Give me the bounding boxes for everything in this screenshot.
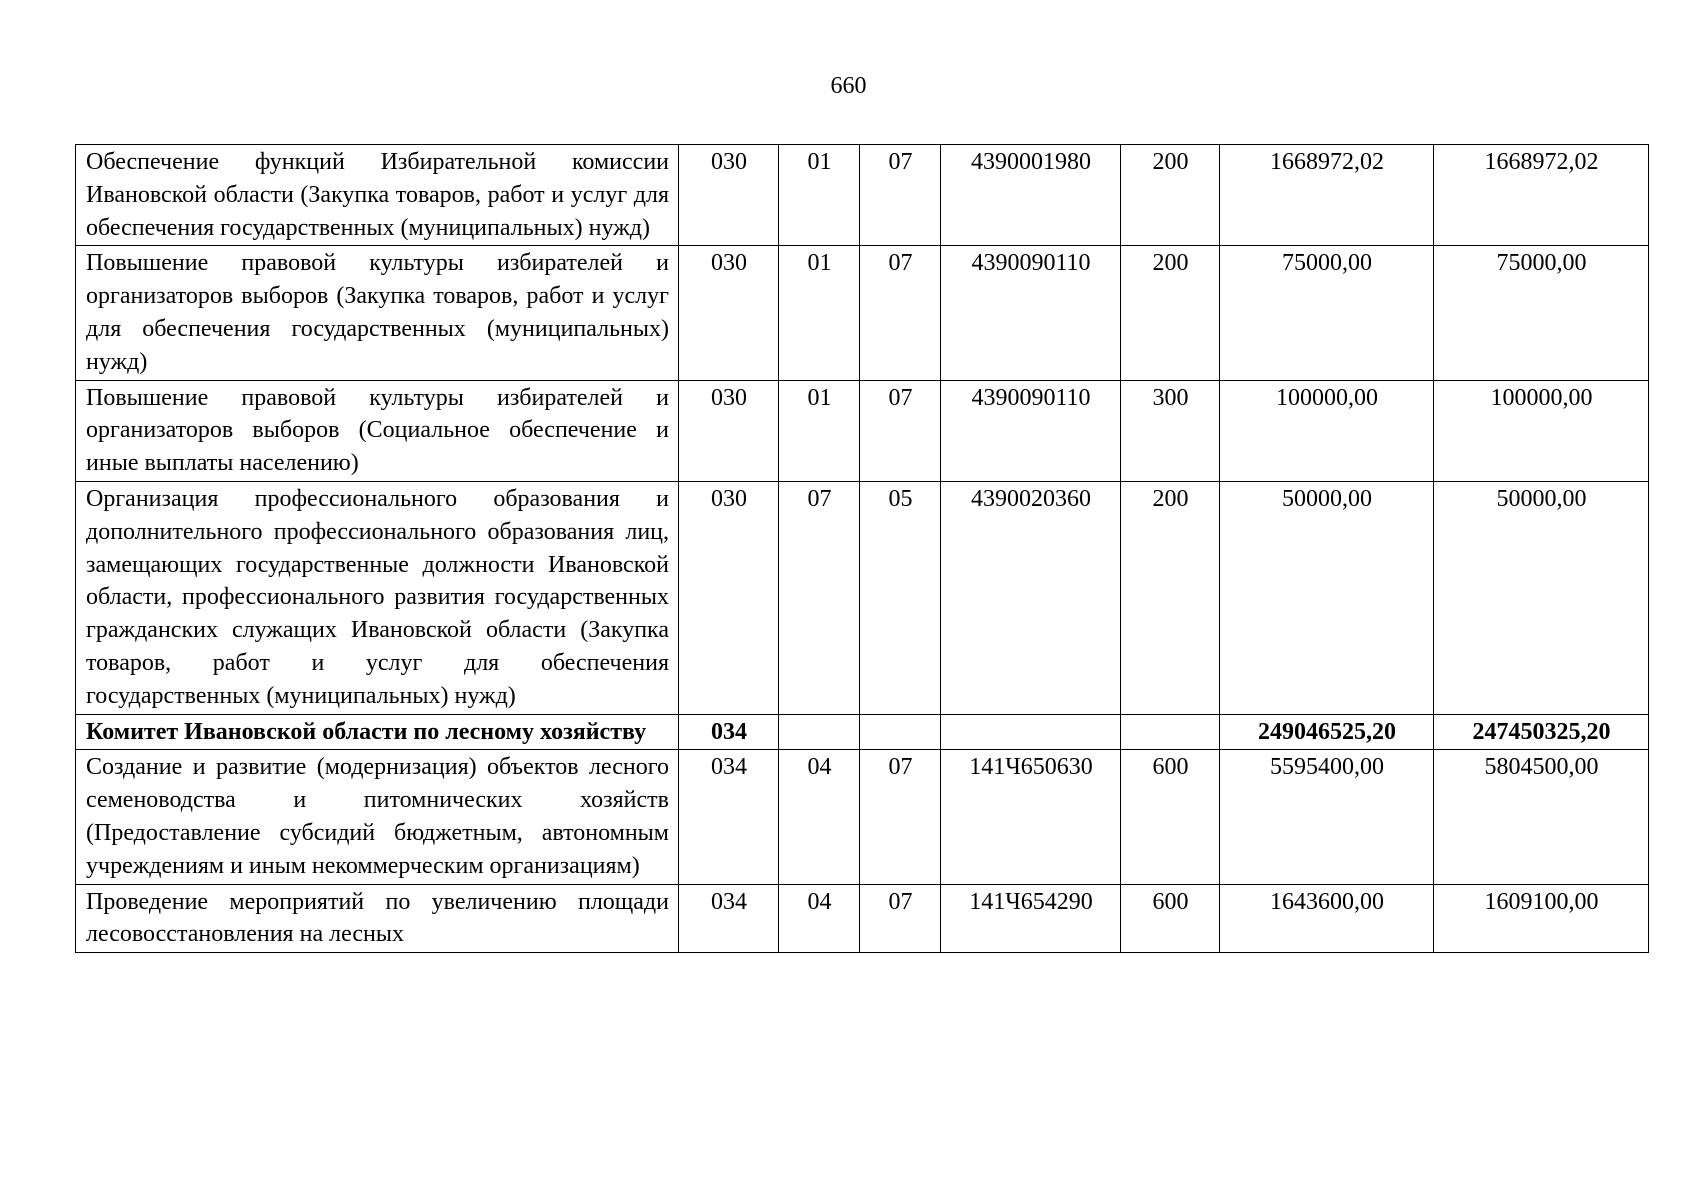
target-article-cell: 4390001980 [941,145,1121,246]
table-row [76,145,1649,246]
table-row-section-header [76,714,1649,750]
grbs-code-cell: 034 [679,750,779,884]
section-code-cell [779,714,860,750]
grbs-code-cell: 030 [679,246,779,380]
amount-year2-cell: 50000,00 [1434,481,1649,714]
section-code-cell: 01 [779,145,860,246]
amount-year1-cell: 50000,00 [1220,481,1434,714]
amount-year1-cell: 1643600,00 [1220,884,1434,953]
target-article-cell: 141Ч650630 [941,750,1121,884]
amount-year1-cell: 75000,00 [1220,246,1434,380]
amount-year1-cell: 100000,00 [1220,380,1434,481]
target-article-cell: 4390090110 [941,380,1121,481]
page-number: 660 [830,73,867,99]
target-article-cell: 141Ч654290 [941,884,1121,953]
expense-type-cell: 300 [1121,380,1220,481]
subsection-code-cell: 07 [860,884,941,953]
target-article-cell: 4390020360 [941,481,1121,714]
expense-name-cell: Повышение правовой культуры избирателей и организаторов выборов (Социальное обеспечение и иные выплаты населению) [76,380,679,481]
expense-type-cell [1121,714,1220,750]
amount-year2-cell: 247450325,20 [1434,714,1649,750]
target-article-cell [941,714,1121,750]
table-row [76,884,1649,953]
section-code-cell: 01 [779,246,860,380]
target-article-cell: 4390090110 [941,246,1121,380]
subsection-code-cell: 07 [860,246,941,380]
expense-name-cell: Повышение правовой культуры избирателей и организаторов выборов (Закупка товаров, работ и услуг для обеспечения государственных (муниципальных) нужд) [76,246,679,380]
table-row [76,481,1649,714]
grbs-code-cell: 034 [679,714,779,750]
expense-type-cell: 600 [1121,750,1220,884]
table-row [76,380,1649,481]
expense-name-cell: Организация профессионального образования и дополнительного профессионального образования лиц, замещающих государственные должности Ивановской области, профессионального развития государственных гражданских служащих Ивановской области (Закупка товаров, работ и услуг для обеспечения государственных (муниципальных) нужд) [76,481,679,714]
expense-type-cell: 200 [1121,246,1220,380]
expense-type-cell: 200 [1121,145,1220,246]
grbs-code-cell: 030 [679,145,779,246]
section-code-cell: 04 [779,884,860,953]
subsection-code-cell: 07 [860,145,941,246]
expense-name-cell: Комитет Ивановской области по лесному хозяйству [76,714,679,750]
grbs-code-cell: 030 [679,380,779,481]
amount-year2-cell: 75000,00 [1434,246,1649,380]
section-code-cell: 07 [779,481,860,714]
amount-year2-cell: 1668972,02 [1434,145,1649,246]
section-code-cell: 01 [779,380,860,481]
table-row [76,246,1649,380]
subsection-code-cell: 07 [860,380,941,481]
section-code-cell: 04 [779,750,860,884]
amount-year2-cell: 5804500,00 [1434,750,1649,884]
expense-type-cell: 600 [1121,884,1220,953]
grbs-code-cell: 030 [679,481,779,714]
grbs-code-cell: 034 [679,884,779,953]
amount-year1-cell: 5595400,00 [1220,750,1434,884]
amount-year1-cell: 1668972,02 [1220,145,1434,246]
subsection-code-cell [860,714,941,750]
amount-year1-cell: 249046525,20 [1220,714,1434,750]
table-row [76,750,1649,884]
expense-name-cell: Создание и развитие (модернизация) объектов лесного семеноводства и питомнических хозяйств (Предоставление субсидий бюджетным, автономным учреждениям и иным некоммерческим организациям) [76,750,679,884]
subsection-code-cell: 07 [860,750,941,884]
amount-year2-cell: 100000,00 [1434,380,1649,481]
budget-table [75,144,1649,953]
expense-name-cell: Проведение мероприятий по увеличению площади лесовосстановления на лесных [76,884,679,953]
amount-year2-cell: 1609100,00 [1434,884,1649,953]
expense-name-cell: Обеспечение функций Избирательной комиссии Ивановской области (Закупка товаров, работ и услуг для обеспечения государственных (муниципальных) нужд) [76,145,679,246]
expense-type-cell: 200 [1121,481,1220,714]
subsection-code-cell: 05 [860,481,941,714]
